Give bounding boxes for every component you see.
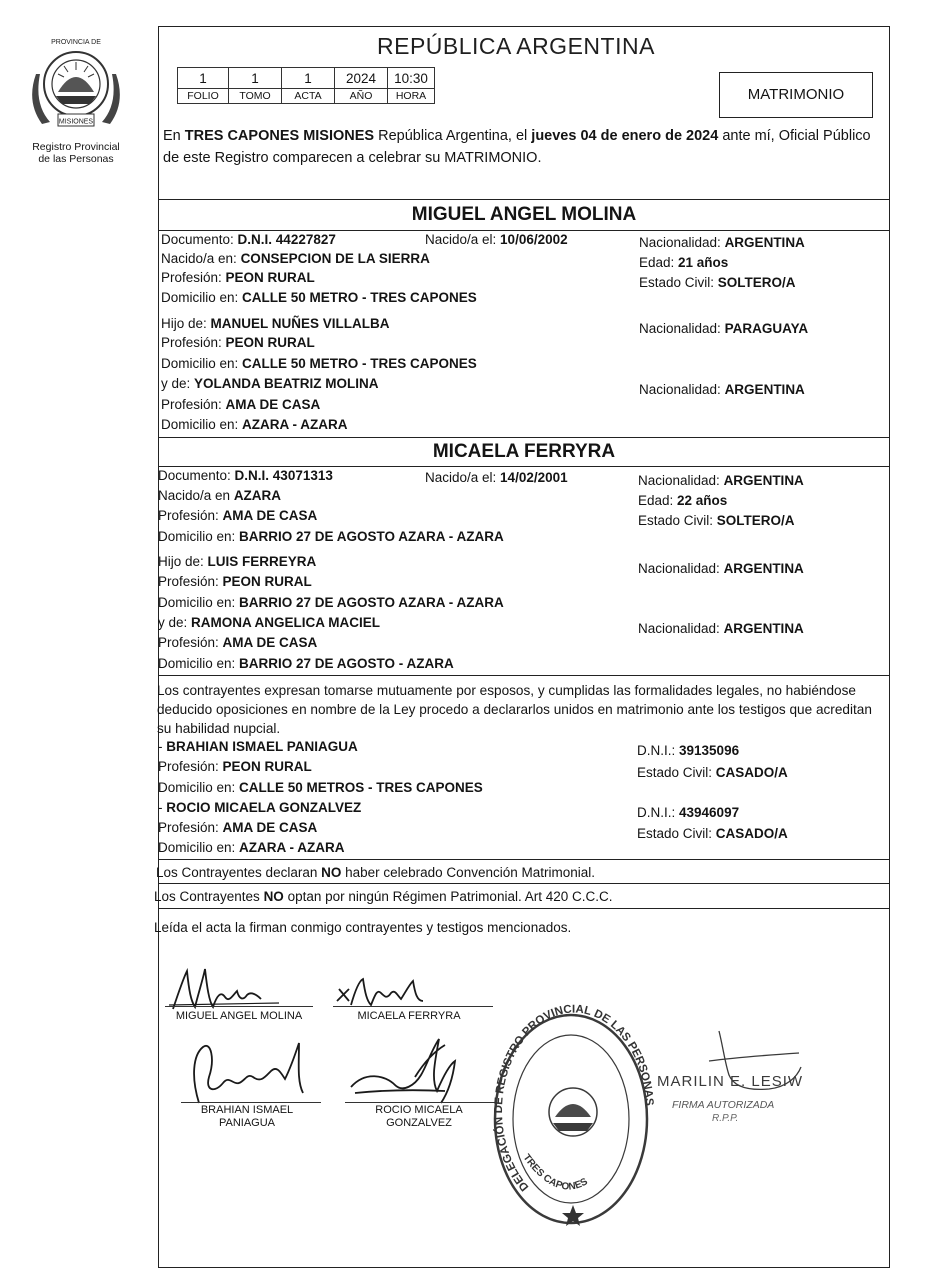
groom-father: Hijo de: MANUEL NUÑES VILLALBA <box>161 316 390 331</box>
registry-name-line1: Registro Provincial <box>32 141 120 153</box>
witness2-signature-name-line1: ROCIO MICAELA <box>375 1104 463 1116</box>
emblem-top-text: PROVINCIA DE <box>51 39 101 46</box>
groom-father-profession: Profesión: PEON RURAL <box>161 335 315 350</box>
folio-value: 1 <box>178 68 229 89</box>
bride-signature-name: MICAELA FERRYRA <box>357 1010 461 1022</box>
regime-statement: Los Contrayentes NO optan por ningún Régimen Patrimonial. Art 420 C.C.C. <box>154 889 613 904</box>
act-type-box: MATRIMONIO <box>719 72 873 118</box>
authority-name: MARILIN E. LESIW <box>657 1073 804 1090</box>
bride-mother-nationality: Nacionalidad: ARGENTINA <box>638 621 804 636</box>
bride-name-heading: MICAELA FERRYRA <box>432 441 616 462</box>
bride-father-nationality: Nacionalidad: ARGENTINA <box>638 561 804 576</box>
bride-mother-address: Domicilio en: BARRIO 27 DE AGOSTO - AZARA <box>158 656 454 671</box>
divider <box>159 908 889 909</box>
witness2-civil-status: Estado Civil: CASADO/A <box>637 826 788 841</box>
groom-birth-place: Nacido/a en: CONSEPCION DE LA SIERRA <box>161 251 430 266</box>
record-table <box>177 67 435 104</box>
bride-civil-status: Estado Civil: SOLTERO/A <box>638 513 795 528</box>
bride-signature-line <box>333 1006 493 1007</box>
witness2-signature <box>345 1031 485 1107</box>
groom-mother-address: Domicilio en: AZARA - AZARA <box>161 417 348 432</box>
divider <box>159 437 889 438</box>
groom-mother-profession: Profesión: AMA DE CASA <box>161 397 321 412</box>
emblem-bottom-text: MISIONES <box>58 118 94 126</box>
groom-signature <box>169 961 289 1016</box>
bride-father-address: Domicilio en: BARRIO 27 DE AGOSTO AZARA - AZARA <box>158 595 504 610</box>
ano-value: 2024 <box>335 68 388 89</box>
groom-mother: y de: YOLANDA BEATRIZ MOLINA <box>161 376 379 391</box>
witness1-address: Domicilio en: CALLE 50 METROS - TRES CAPONES <box>158 780 483 795</box>
groom-civil-status: Estado Civil: SOLTERO/A <box>639 275 796 290</box>
bride-father-profession: Profesión: PEON RURAL <box>158 574 312 589</box>
groom-father-nationality: Nacionalidad: PARAGUAYA <box>639 321 809 336</box>
registry-name <box>14 141 138 165</box>
witness1-profession: Profesión: PEON RURAL <box>158 759 312 774</box>
bride-address: Domicilio en: BARRIO 27 DE AGOSTO AZARA - AZARA <box>158 529 504 544</box>
witness2-profession: Profesión: AMA DE CASA <box>158 820 318 835</box>
intro-place: TRES CAPONES MISIONES <box>184 128 375 144</box>
tomo-value: 1 <box>229 68 282 89</box>
witness1-signature <box>181 1037 321 1107</box>
ano-label: AÑO <box>335 89 388 104</box>
hora-value: 10:30 <box>388 68 435 89</box>
divider <box>159 859 889 860</box>
groom-document: Documento: D.N.I. 44227827 <box>161 232 336 247</box>
witness1-dni: D.N.I.: 39135096 <box>637 743 740 758</box>
witness1-signature-name-line1: BRAHIAN ISMAEL <box>200 1104 294 1116</box>
bride-profession: Profesión: AMA DE CASA <box>158 508 318 523</box>
witness2-signature-name-line2: GONZALVEZ <box>386 1117 452 1129</box>
witness2-signature-name <box>359 1104 479 1130</box>
certificate-frame <box>154 26 890 1268</box>
stamp-inner-text: TRES CAPONES <box>520 1152 590 1193</box>
bride-nationality: Nacionalidad: ARGENTINA <box>638 473 804 488</box>
bride-document: Documento: D.N.I. 43071313 <box>158 468 333 483</box>
bride-age: Edad: 22 años <box>638 493 728 508</box>
divider <box>159 230 889 231</box>
witness1-signature-line <box>181 1102 321 1103</box>
groom-name-heading: MIGUEL ANGEL MOLINA <box>411 204 637 225</box>
groom-birth-date: Nacido/a el: 10/06/2002 <box>425 232 568 247</box>
groom-profession: Profesión: PEON RURAL <box>161 270 315 285</box>
intro-paragraph: En TRES CAPONES MISIONES República Argentina, el jueves 04 de enero de 2024 ante mí, Oficial Público de este Registro comparecen a celebrar su MATRIMONIO. <box>163 128 871 166</box>
divider <box>159 675 889 676</box>
acta-value: 1 <box>282 68 335 89</box>
groom-age: Edad: 21 años <box>639 255 729 270</box>
divider <box>159 199 889 200</box>
witness1-name: - BRAHIAN ISMAEL PANIAGUA <box>158 739 358 754</box>
witness1-civil-status: Estado Civil: CASADO/A <box>637 765 788 780</box>
groom-address: Domicilio en: CALLE 50 METRO - TRES CAPONES <box>161 290 477 305</box>
acta-label: ACTA <box>282 89 335 104</box>
provincial-emblem <box>28 34 124 134</box>
groom-nationality: Nacionalidad: ARGENTINA <box>639 235 805 250</box>
closing-statement: Leída el acta la firman conmigo contrayentes y testigos mencionados. <box>154 920 572 935</box>
witness1-signature-name <box>187 1104 307 1130</box>
bride-mother-profession: Profesión: AMA DE CASA <box>158 635 318 650</box>
divider <box>159 466 889 467</box>
witness2-address: Domicilio en: AZARA - AZARA <box>158 840 345 855</box>
groom-signature-line <box>165 1006 313 1007</box>
authority-title: FIRMA AUTORIZADA <box>672 1099 775 1111</box>
witness1-signature-name-line2: PANIAGUA <box>218 1117 276 1129</box>
divider <box>159 883 889 884</box>
folio-label: FOLIO <box>178 89 229 104</box>
witness2-dni: D.N.I.: 43946097 <box>637 805 740 820</box>
groom-mother-nationality: Nacionalidad: ARGENTINA <box>639 382 805 397</box>
bride-birth-place: Nacido/a en AZARA <box>158 488 282 503</box>
groom-signature-name: MIGUEL ANGEL MOLINA <box>175 1010 303 1022</box>
registry-name-line2: de las Personas <box>38 153 114 165</box>
groom-father-address: Domicilio en: CALLE 50 METRO - TRES CAPONES <box>161 356 477 371</box>
stamp-outer-text: DELEGACIÓN DE REGISTRO PROVINCIAL DE LAS PERSONAS <box>493 1003 656 1193</box>
document-title: REPÚBLICA ARGENTINA <box>377 33 655 59</box>
hora-label: HORA <box>388 89 435 104</box>
bride-father: Hijo de: LUIS FERREYRA <box>158 554 317 569</box>
convention-statement: Los Contrayentes declaran NO haber celebrado Convención Matrimonial. <box>156 865 595 880</box>
tomo-label: TOMO <box>229 89 282 104</box>
bride-mother: y de: RAMONA ANGELICA MACIEL <box>158 615 381 630</box>
bride-birth-date: Nacido/a el: 14/02/2001 <box>425 470 568 485</box>
official-stamp <box>489 1003 656 1232</box>
marriage-statement: Los contrayentes expresan tomarse mutuamente por esposos, y cumplidas las formalidades legales, no habiéndose deducido oposiciones en nombre de la Ley procedo a declararlos unidos en matrimonio ante los testigos que acreditan su habilidad nupcial. <box>157 683 872 736</box>
authority-org: R.P.P. <box>712 1113 739 1124</box>
intro-date: jueves 04 de enero de 2024 <box>531 128 719 144</box>
witness2-name: - ROCIO MICAELA GONZALVEZ <box>158 800 362 815</box>
witness2-signature-line <box>345 1102 495 1103</box>
